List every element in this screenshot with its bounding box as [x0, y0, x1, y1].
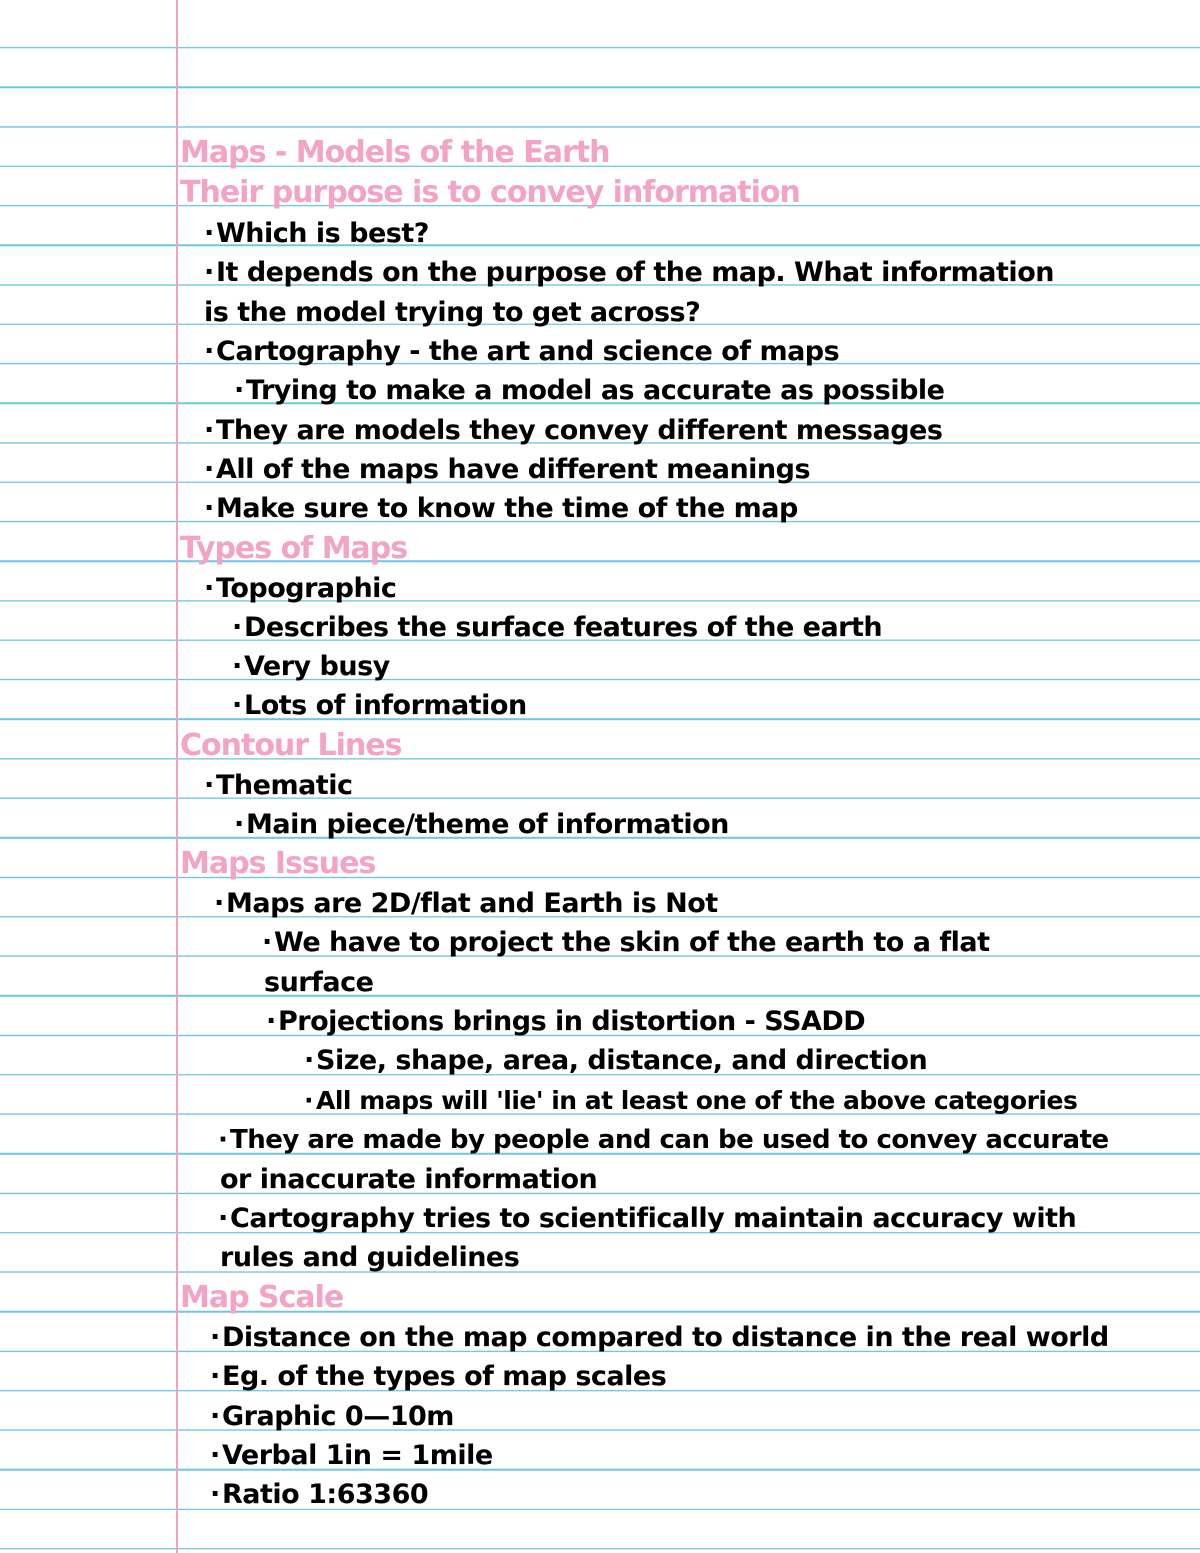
list-item	[204, 494, 798, 524]
bullet-icon: ·	[304, 1086, 313, 1115]
list-item	[232, 691, 527, 721]
bullet-icon: ·	[210, 1440, 220, 1471]
section-heading: Map Scale	[180, 1280, 344, 1315]
list-item	[204, 258, 1054, 288]
section-heading: Types of Maps	[180, 531, 408, 566]
list-item	[210, 1362, 666, 1392]
list-item	[218, 1204, 1076, 1234]
list-item	[266, 1007, 865, 1037]
note-text: They are models they convey different messages	[216, 415, 943, 446]
note-text: Verbal 1in = 1mile	[222, 1440, 493, 1471]
section-heading: Maps Issues	[180, 846, 376, 881]
bullet-icon: ·	[232, 651, 242, 682]
list-item	[210, 1402, 454, 1432]
bullet-icon: ·	[204, 257, 214, 288]
note-text: Make sure to know the time of the map	[216, 493, 798, 524]
bullet-icon: ·	[214, 888, 224, 919]
note-text: They are made by people and can be used to convey accurate	[230, 1125, 1109, 1155]
list-item	[232, 652, 390, 682]
note-text: Size, shape, area, distance, and direction	[316, 1045, 928, 1076]
note-text: Which is best?	[216, 218, 429, 249]
list-item	[204, 574, 396, 604]
list-item	[204, 455, 810, 485]
bullet-icon: ·	[234, 809, 244, 840]
list-item	[210, 1323, 1109, 1353]
bullet-icon: ·	[210, 1361, 220, 1392]
list-item	[234, 810, 729, 840]
note-text: Cartography tries to scientifically maintain accuracy with	[230, 1203, 1077, 1234]
list-item	[204, 416, 942, 446]
note-text: Ratio 1:63360	[222, 1479, 429, 1510]
list-item	[204, 219, 429, 249]
page-title: Maps - Models of the Earth	[180, 135, 610, 170]
list-item	[204, 337, 839, 367]
bullet-icon: ·	[210, 1322, 220, 1353]
section-heading: Contour Lines	[180, 728, 402, 763]
list-item	[218, 1125, 1109, 1155]
note-text: Thematic	[216, 770, 353, 801]
bullet-icon: ·	[232, 690, 242, 721]
note-text: All maps will 'lie' in at least one of the above categories	[316, 1086, 1078, 1115]
list-item	[304, 1086, 1077, 1116]
list-item-continuation: rules and guidelines	[220, 1242, 520, 1273]
bullet-icon: ·	[262, 927, 272, 958]
bullet-icon: ·	[204, 218, 214, 249]
bullet-icon: ·	[204, 770, 214, 801]
list-item	[232, 613, 882, 643]
bullet-icon: ·	[210, 1479, 220, 1510]
note-text: Distance on the map compared to distance in the real world	[222, 1322, 1109, 1353]
list-item	[214, 889, 718, 919]
bullet-icon: ·	[218, 1125, 228, 1155]
bullet-icon: ·	[204, 493, 214, 524]
note-text: We have to project the skin of the earth to a flat	[274, 927, 990, 958]
bullet-icon: ·	[210, 1401, 220, 1432]
bullet-icon: ·	[218, 1203, 228, 1234]
list-item-continuation: or inaccurate information	[220, 1164, 598, 1195]
bullet-icon: ·	[204, 336, 214, 367]
note-text: It depends on the purpose of the map. What information	[216, 257, 1054, 288]
list-item-continuation: surface	[264, 967, 374, 998]
note-text: Projections brings in distortion - SSADD	[278, 1006, 866, 1037]
list-item	[210, 1441, 493, 1471]
note-text: Maps are 2D/flat and Earth is Not	[226, 888, 718, 919]
bullet-icon: ·	[266, 1006, 276, 1037]
margin-line	[176, 0, 178, 1553]
list-item	[204, 771, 352, 801]
note-text: All of the maps have different meanings	[216, 454, 811, 485]
page-subtitle: Their purpose is to convey information	[180, 175, 800, 210]
note-text: Main piece/theme of information	[246, 809, 729, 840]
note-text: Trying to make a model as accurate as possible	[246, 375, 945, 406]
list-item	[234, 376, 944, 406]
note-text: Very busy	[244, 651, 390, 682]
bullet-icon: ·	[232, 612, 242, 643]
bullet-icon: ·	[204, 573, 214, 604]
note-text: Lots of information	[244, 690, 527, 721]
note-text: Eg. of the types of map scales	[222, 1361, 667, 1392]
bullet-icon: ·	[204, 454, 214, 485]
list-item	[262, 928, 989, 958]
note-text: Graphic 0—10m	[222, 1401, 454, 1432]
bullet-icon: ·	[204, 415, 214, 446]
note-text: Cartography - the art and science of maps	[216, 336, 840, 367]
note-text: Topographic	[216, 573, 397, 604]
list-item	[210, 1480, 428, 1510]
note-text: Describes the surface features of the earth	[244, 612, 883, 643]
bullet-icon: ·	[234, 375, 244, 406]
list-item-continuation: is the model trying to get across?	[204, 297, 701, 328]
bullet-icon: ·	[304, 1045, 314, 1076]
list-item	[304, 1046, 927, 1076]
